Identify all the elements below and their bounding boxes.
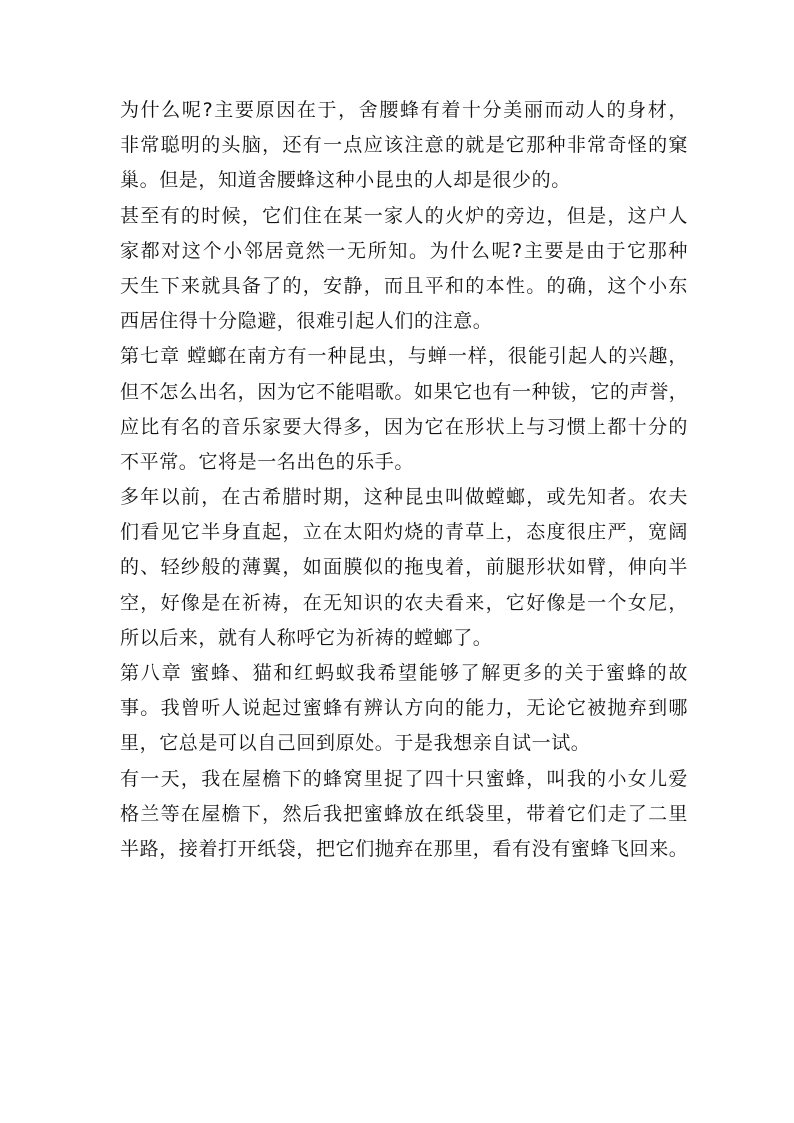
text-line: 有一天，我在屋檐下的蜂窝里捉了四十只蜜蜂，叫我的小女儿爱 — [120, 767, 688, 790]
text-line: 家都对这个小邻居竟然一无所知。为什么呢?主要是由于它那种 — [120, 239, 688, 262]
text-line: 空，好像是在祈祷，在无知识的农夫看来，它好像是一个女尼， — [120, 591, 688, 614]
text-line: 为什么呢?主要原因在于，舍腰蜂有着十分美丽而动人的身材， — [120, 99, 688, 121]
paragraph-5-chapter-eight — [120, 656, 688, 762]
paragraph-2 — [120, 199, 688, 340]
text-line: 甚至有的时候，它们住在某一家人的火炉的旁边，但是，这户人 — [120, 204, 688, 227]
text-line: 但不怎么出名，因为它不能唱歌。如果它也有一种钹，它的声誉， — [120, 380, 688, 403]
text-line: 里，它总是可以自己回到原处。于是我想亲自试一试。 — [120, 732, 591, 755]
text-line: 第八章 蜜蜂、猫和红蚂蚁我希望能够了解更多的关于蜜蜂的故 — [120, 662, 688, 684]
paragraph-1 — [120, 93, 688, 199]
text-line: 的、轻纱般的薄翼，如面膜似的拖曳着，前腿形状如臂，伸向半 — [120, 556, 688, 579]
text-line: 不平常。它将是一名出色的乐手。 — [120, 450, 415, 473]
text-line: 半路，接着打开纸袋，把它们抛弃在那里，看有没有蜜蜂飞回来。 — [120, 837, 688, 860]
text-line: 多年以前，在古希腊时期，这种昆虫叫做螳螂，或先知者。农夫 — [120, 486, 688, 509]
text-line: 应比有名的音乐家要大得多，因为它在形状上与习惯上都十分的 — [120, 415, 688, 438]
document-page — [120, 93, 688, 867]
paragraph-6 — [120, 762, 688, 868]
text-line: 西居住得十分隐避，很难引起人们的注意。 — [120, 310, 493, 333]
text-line: 非常聪明的头脑，还有一点应该注意的就是它那种非常奇怪的窠 — [120, 134, 688, 157]
text-line: 巢。但是，知道舍腰蜂这种小昆虫的人却是很少的。 — [120, 169, 571, 192]
text-line: 们看见它半身直起，立在太阳灼烧的青草上，态度很庄严，宽阔 — [120, 521, 688, 544]
text-line: 事。我曾听人说起过蜜蜂有辨认方向的能力，无论它被抛弃到哪 — [120, 697, 688, 720]
text-line: 第七章 螳螂在南方有一种昆虫，与蝉一样，很能引起人的兴趣， — [120, 345, 688, 368]
paragraph-3-chapter-seven — [120, 339, 688, 480]
text-line: 格兰等在屋檐下，然后我把蜜蜂放在纸袋里，带着它们走了二里 — [120, 802, 688, 825]
paragraph-4 — [120, 480, 688, 656]
text-line: 天生下来就具备了的，安静，而且平和的本性。的确，这个小东 — [120, 274, 688, 297]
text-line: 所以后来，就有人称呼它为祈祷的螳螂了。 — [120, 626, 493, 649]
